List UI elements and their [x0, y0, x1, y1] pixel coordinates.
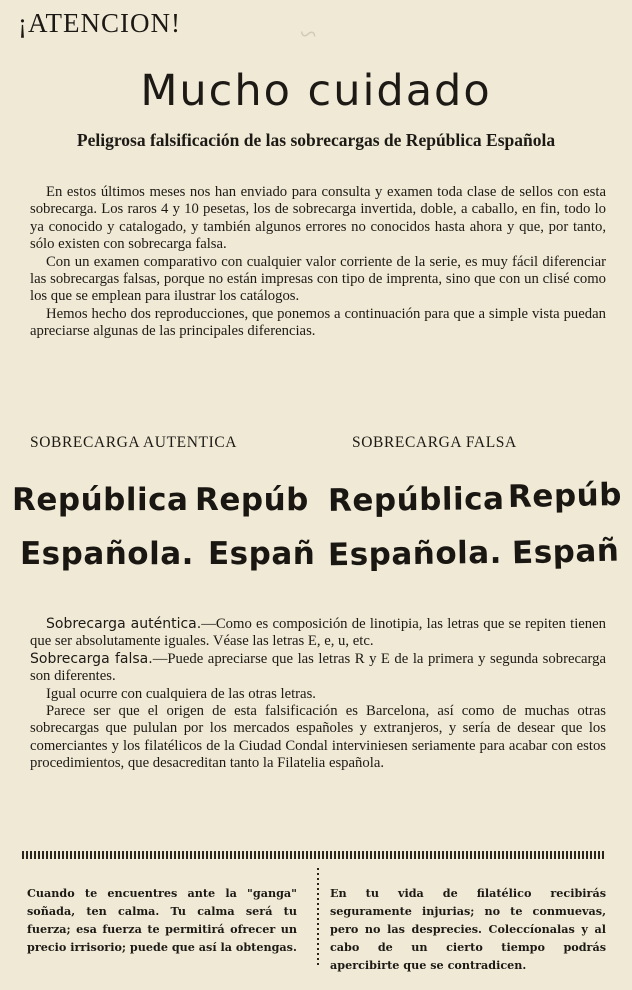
- label-fake: SOBRECARGA FALSA: [352, 434, 517, 451]
- note-authentic-text: —Como es composición de linotipia, las letras que se repiten tienen que ser absolutamente iguales. Véase las letras E, e, u, etc.: [30, 616, 606, 650]
- note-authentic-lead: Sobrecarga auténtica.: [46, 616, 202, 632]
- overprint-fake-republica: República: [327, 481, 505, 519]
- kicker-heading: ¡ATENCION!: [18, 8, 181, 38]
- bleed-through-heading: ~: [300, 18, 317, 51]
- overprint-fake-espan: Españ: [511, 532, 620, 572]
- intro-section: [30, 184, 606, 341]
- overprint-fake-repub: Repúb: [507, 477, 623, 515]
- overprint-fake-espanola: Española.: [327, 534, 503, 574]
- dotted-divider: [22, 851, 606, 859]
- label-authentic: SOBRECARGA AUTENTICA: [30, 434, 238, 451]
- intro-paragraph-2: Con un examen comparativo con cualquier valor corriente de la serie, es muy fácil diferenciar las sobrecargas falsas, porque no están impresas con tipo de imprenta, sino que con un clisé como los que se emplean para ilustrar los catálogos.: [30, 253, 606, 305]
- note-paragraph-3: Igual ocurre con cualquiera de las otras letras.: [46, 685, 316, 702]
- note-authentic: [30, 616, 606, 651]
- footer-maxim-left: Cuando te encuentres ante la "ganga" soñada, ten calma. Tu calma será tu fuerza; esa fuerza te permitirá ofrecer un precio irrisorio; puede que así la obtengas.: [27, 886, 297, 954]
- intro-paragraph-1: En estos últimos meses nos han enviado para consulta y examen toda clase de sellos con esta sobrecarga. Los raros 4 y 10 pesetas, los de sobrecarga invertida, doble, a caballo, en fin, todo lo ya conocido y catalogado, y también algunos errores no conocidos hasta ahora y que, por tanto, sólo existen con sobrecarga falsa.: [30, 184, 606, 253]
- article-subtitle: Peligrosa falsificación de las sobrecargas de República Española: [76, 130, 556, 150]
- page-title: Mucho cuidado: [140, 66, 492, 116]
- note-fake-lead: Sobrecarga falsa.: [30, 650, 153, 667]
- note-fake: [30, 651, 606, 686]
- footer-maxim-right: En tu vida de filatélico recibirás seguramente injurias; no te conmuevas, pero no las desprecies. Coleccíonalas y al cabo de un cierto tiempo podrás apercibirte que se contradicen.: [330, 886, 606, 972]
- note-paragraph-4: Parece ser que el origen de esta falsificación es Barcelona, así como de muchas otras sobrecargas que pululan por los mercados españoles y extranjeros, y sería de desear que los comerciantes y los filatélicos de la Ciudad Condal interviniesen seriamente para acabar con estos procedimientos, que desacreditan tanto la Filatelia española.: [30, 703, 606, 772]
- overprint-authentic-espan: Españ: [208, 536, 316, 572]
- overprint-authentic-republica: República: [12, 482, 189, 518]
- overprint-authentic-repub: Repúb: [195, 482, 309, 518]
- overprint-authentic-espanola: Española.: [20, 536, 194, 572]
- intro-paragraph-3: Hemos hecho dos reproducciones, que ponemos a continuación para que a simple vista puedan apreciarse algunas de las principales diferencias.: [30, 305, 606, 340]
- vertical-divider: [317, 868, 319, 968]
- note-fake-text: —Puede apreciarse que las letras R y E de la primera y segunda sobrecarga son diferentes.: [30, 650, 607, 685]
- notes-section: [30, 616, 606, 773]
